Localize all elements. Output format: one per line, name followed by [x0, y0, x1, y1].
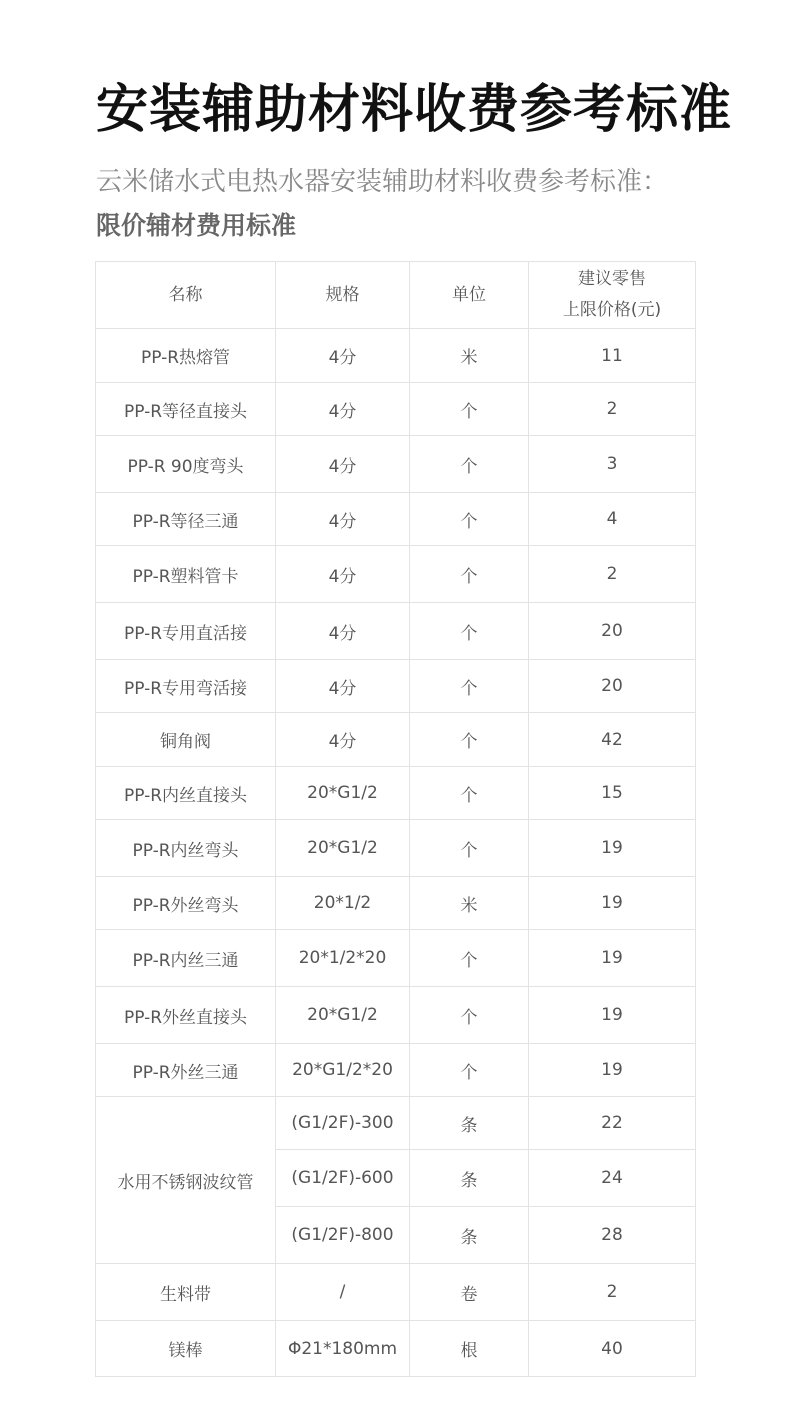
- cell-name: PP-R塑料管卡: [96, 546, 276, 603]
- cell-unit: 条: [410, 1207, 529, 1264]
- cell-spec: 4分: [276, 546, 410, 603]
- cell-unit: 个: [410, 930, 529, 987]
- cell-spec: 20*1/2*20: [276, 930, 410, 987]
- cell-spec: 4分: [276, 713, 410, 767]
- table-row: [96, 1097, 696, 1150]
- cell-price: 2: [529, 383, 696, 436]
- cell-name: 镁棒: [96, 1321, 276, 1377]
- cell-unit: 个: [410, 436, 529, 493]
- cell-unit: 条: [410, 1150, 529, 1207]
- cell-spec: 20*G1/2*20: [276, 1044, 410, 1097]
- cell-spec: 20*G1/2: [276, 987, 410, 1044]
- cell-unit: 卷: [410, 1264, 529, 1321]
- header-spec: 规格: [276, 262, 410, 329]
- cell-price: 3: [529, 436, 696, 493]
- cell-spec: 4分: [276, 329, 410, 383]
- cell-name: PP-R专用直活接: [96, 603, 276, 660]
- table-row: [96, 1264, 696, 1321]
- cell-name: PP-R外丝弯头: [96, 877, 276, 930]
- subtitle: 云米储水式电热水器安装辅助材料收费参考标准：: [96, 167, 669, 197]
- cell-spec: 4分: [276, 383, 410, 436]
- table-row: [96, 767, 696, 820]
- cell-unit: 个: [410, 713, 529, 767]
- cell-price: 22: [529, 1097, 696, 1150]
- table-row: [96, 603, 696, 660]
- header-price-line1: 建议零售: [578, 269, 646, 289]
- cell-name: PP-R外丝直接头: [96, 987, 276, 1044]
- table-row: [96, 493, 696, 546]
- cell-name: PP-R外丝三通: [96, 1044, 276, 1097]
- table-header-row: [96, 262, 696, 329]
- cell-price: 28: [529, 1207, 696, 1264]
- cell-price: 19: [529, 877, 696, 930]
- cell-unit: 米: [410, 877, 529, 930]
- table-row: [96, 1044, 696, 1097]
- cell-spec: (G1/2F)-300: [276, 1097, 410, 1150]
- table-row: [96, 546, 696, 603]
- cell-unit: 条: [410, 1097, 529, 1150]
- cell-unit: 个: [410, 987, 529, 1044]
- cell-spec: /: [276, 1264, 410, 1321]
- cell-spec: 20*1/2: [276, 877, 410, 930]
- table-row: [96, 1321, 696, 1377]
- cell-unit: 个: [410, 546, 529, 603]
- header-price: [529, 262, 696, 329]
- cell-name: PP-R 90度弯头: [96, 436, 276, 493]
- cell-spec: 4分: [276, 603, 410, 660]
- cell-unit: 个: [410, 767, 529, 820]
- cell-unit: 个: [410, 820, 529, 877]
- cell-price: 19: [529, 1044, 696, 1097]
- cell-price: 24: [529, 1150, 696, 1207]
- cell-name: PP-R专用弯活接: [96, 660, 276, 713]
- cell-price: 4: [529, 493, 696, 546]
- cell-spec: 20*G1/2: [276, 767, 410, 820]
- table-row: [96, 713, 696, 767]
- cell-spec: (G1/2F)-600: [276, 1150, 410, 1207]
- cell-name: 生料带: [96, 1264, 276, 1321]
- cell-price: 19: [529, 930, 696, 987]
- cell-price: 2: [529, 546, 696, 603]
- table-row: [96, 930, 696, 987]
- cell-name: PP-R等径直接头: [96, 383, 276, 436]
- header-name: 名称: [96, 262, 276, 329]
- cell-name: PP-R内丝直接头: [96, 767, 276, 820]
- header-price-line2: 上限价格(元): [562, 300, 662, 320]
- cell-unit: 个: [410, 603, 529, 660]
- cell-unit: 根: [410, 1321, 529, 1377]
- cell-spec: 4分: [276, 436, 410, 493]
- page-title: 安装辅助材料收费参考标准: [96, 80, 733, 140]
- cell-price: 20: [529, 660, 696, 713]
- cell-price: 15: [529, 767, 696, 820]
- cell-spec: 4分: [276, 660, 410, 713]
- cell-name: PP-R等径三通: [96, 493, 276, 546]
- table-row: [96, 660, 696, 713]
- cell-price: 20: [529, 603, 696, 660]
- cell-unit: 个: [410, 493, 529, 546]
- cell-name: PP-R内丝三通: [96, 930, 276, 987]
- table-row: [96, 329, 696, 383]
- cell-spec: (G1/2F)-800: [276, 1207, 410, 1264]
- section-title: 限价辅材费用标准: [96, 211, 297, 240]
- cell-price: 42: [529, 713, 696, 767]
- cell-price: 11: [529, 329, 696, 383]
- cell-unit: 个: [410, 1044, 529, 1097]
- cell-unit: 米: [410, 329, 529, 383]
- cell-price: 19: [529, 820, 696, 877]
- table-row: [96, 820, 696, 877]
- table-row: [96, 383, 696, 436]
- cell-spec: Φ21*180mm: [276, 1321, 410, 1377]
- cell-unit: 个: [410, 383, 529, 436]
- table-row: [96, 436, 696, 493]
- cell-price: 19: [529, 987, 696, 1044]
- cell-name: PP-R内丝弯头: [96, 820, 276, 877]
- cell-name-merged: 水用不锈钢波纹管: [96, 1097, 276, 1264]
- table-row: [96, 987, 696, 1044]
- cell-price: 2: [529, 1264, 696, 1321]
- cell-spec: 20*G1/2: [276, 820, 410, 877]
- cell-unit: 个: [410, 660, 529, 713]
- cell-spec: 4分: [276, 493, 410, 546]
- table-row: [96, 877, 696, 930]
- cell-price: 40: [529, 1321, 696, 1377]
- cell-name: PP-R热熔管: [96, 329, 276, 383]
- header-unit: 单位: [410, 262, 529, 329]
- price-table: [95, 261, 696, 1377]
- cell-name: 铜角阀: [96, 713, 276, 767]
